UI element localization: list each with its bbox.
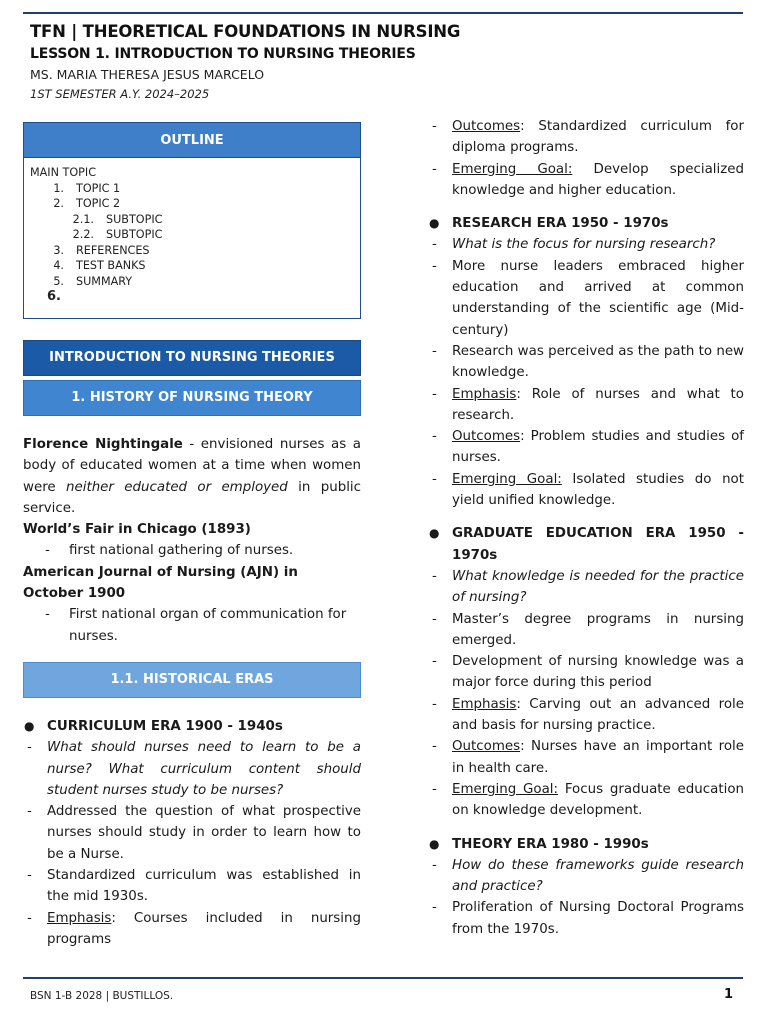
history-banner: 1. HISTORY OF NURSING THEORY [23, 380, 361, 416]
historical-eras-banner: 1.1. HISTORICAL ERAS [23, 662, 361, 698]
research-outcomes: - Outcomes: Problem studies and studies of nurses. [432, 429, 744, 466]
graduate-outcomes: - Outcomes: Nurses have an important role in health care. [432, 739, 744, 776]
teacher-name: MS. MARIA THERESA JESUS MARCELO [30, 67, 265, 82]
outline-list [24, 158, 360, 305]
outline-heading: OUTLINE [24, 123, 360, 158]
graduate-question: - What knowledge is needed for the practice of nursing? [432, 568, 744, 606]
left-column [23, 122, 361, 950]
lesson-title: LESSON 1. INTRODUCTION TO NURSING THEORIES [30, 46, 416, 62]
right-column [428, 116, 744, 940]
page-number: 1 [723, 987, 733, 1002]
research-question: - What is the focus for nursing research? [432, 237, 716, 253]
curriculum-item: - Addressed the question of what prospective nurses should study in order to learn how to be a Nurse. [27, 804, 361, 862]
outline-subitem: 2.1. SUBTOPIC [72, 212, 163, 226]
research-item: - Research was perceived as the path to new knowledge. [432, 343, 745, 381]
outline-item: 5. SUMMARY [53, 274, 133, 288]
research-era-heading: ● RESEARCH ERA 1950 - 1970s [429, 216, 669, 232]
curriculum-outcomes: - Outcomes: Standardized curriculum for diploma programs. [432, 119, 744, 156]
curriculum-era-heading: ● CURRICULUM ERA 1900 - 1940s [24, 718, 283, 734]
bottom-rule [23, 977, 743, 979]
outline-item: 1. TOPIC 1 [53, 181, 121, 195]
curriculum-emphasis: - Emphasis: Courses included in nursing programs [27, 910, 361, 947]
nightingale-paragraph: Florence Nightingale - envisioned nurses as a body of educated women at a time when women were neither educated or employed in public service. [23, 437, 361, 516]
graduate-emphasis: - Emphasis: Carving out an advanced role and basis for nursing practice. [432, 696, 744, 734]
research-item: - More nurse leaders embraced higher education and arrived at common understanding of the scientific age (Mid-century) [432, 258, 744, 338]
graduate-goal: - Emerging Goal: Focus graduate education on knowledge development. [432, 781, 744, 819]
worlds-fair-item: - first national gathering of nurses. [45, 543, 294, 559]
course-title: TFN | THEORETICAL FOUNDATIONS IN NURSING [30, 22, 461, 41]
worlds-fair-heading: World’s Fair in Chicago (1893) [23, 522, 251, 538]
outline-item: 2. TOPIC 2 [53, 197, 121, 210]
ajn-heading: American Journal of Nursing (AJN) in October 1900 [23, 564, 298, 602]
curriculum-question: - What should nurses need to learn to be a nurse? What curriculum content should student nurses study to be nurses? [27, 740, 361, 798]
semester-label: 1ST SEMESTER A.Y. 2024–2025 [30, 87, 210, 101]
graduate-era-heading: ● GRADUATE EDUCATION ERA 1950 - 1970s [429, 526, 744, 563]
graduate-item: - Master’s degree programs in nursing emerged. [432, 611, 744, 648]
footer-text: BSN 1-B 2028 | BUSTILLOS. [30, 990, 174, 1002]
curriculum-goal: - Emerging Goal: Develop specialized knowledge and higher education. [432, 161, 744, 198]
theory-era-heading: ● THEORY ERA 1980 - 1990s [429, 836, 649, 852]
ajn-item: - First national organ of communication for nurses. [45, 607, 347, 644]
theory-question: - How do these frameworks guide research and practice? [432, 857, 744, 895]
theory-item: - Proliferation of Nursing Doctoral Programs from the 1970s. [432, 900, 744, 937]
intro-banner: INTRODUCTION TO NURSING THEORIES [23, 340, 361, 376]
outline-item: 3. REFERENCES [53, 243, 150, 257]
research-goal: - Emerging Goal: Isolated studies do not yield unified knowledge. [432, 471, 744, 509]
outline-main-topic: MAIN TOPIC [30, 166, 97, 179]
curriculum-item: - Standardized curriculum was established in the mid 1930s. [27, 868, 361, 905]
outline-item: 4. TEST BANKS [53, 259, 146, 272]
graduate-item: - Development of nursing knowledge was a major force during this period [432, 654, 744, 691]
document-header [30, 22, 740, 101]
outline-subitem: 2.2. SUBTOPIC [72, 228, 163, 241]
outline-item-empty: 6. [47, 289, 61, 304]
outline-box [23, 122, 361, 319]
top-rule [23, 12, 743, 14]
research-emphasis: - Emphasis: Role of nurses and what to research. [432, 386, 744, 423]
